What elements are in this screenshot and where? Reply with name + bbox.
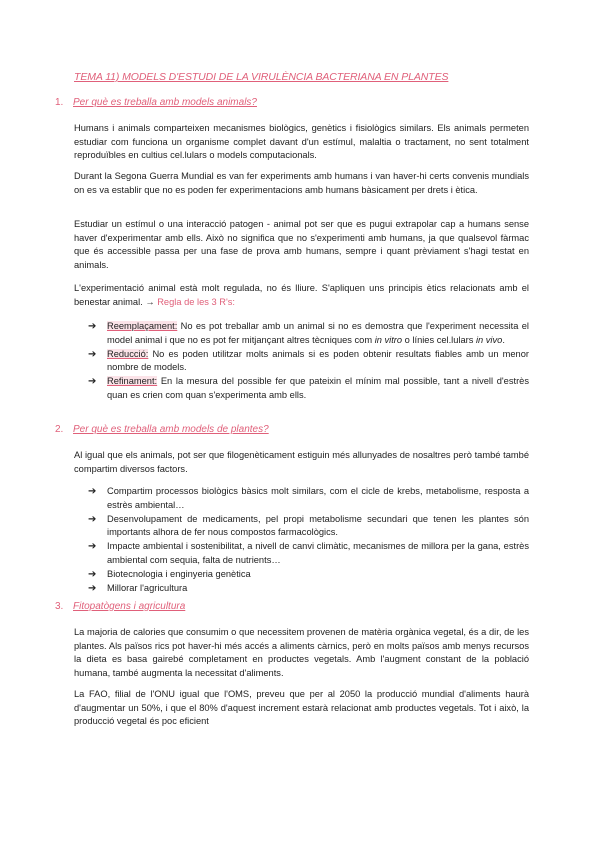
arrow-right-icon: ➔ bbox=[88, 348, 97, 360]
arrow-right-icon: ➔ bbox=[88, 321, 97, 332]
paragraph: Durant la Segona Guerra Mundial es van fer experiments amb humans i van haver-hi certs convenis mundials on es va establir que no es poden fer experimentacions amb humans bàsicament per drets i ètica. bbox=[74, 171, 529, 195]
arrow-right-icon: ➔ bbox=[88, 376, 97, 388]
rules-highlight: Regla de les 3 R's: bbox=[157, 296, 235, 307]
arrow-right-icon: ➔ bbox=[88, 513, 97, 525]
section-number: 1. bbox=[55, 97, 64, 108]
list-item bbox=[88, 582, 529, 596]
list-item bbox=[88, 320, 529, 347]
rule-italic: in vivo bbox=[475, 334, 503, 345]
list-item-text: Biotecnologia i enginyeria genètica bbox=[107, 569, 251, 580]
section-number: 3. bbox=[55, 601, 64, 612]
section-2-heading bbox=[55, 424, 269, 435]
list-item bbox=[88, 348, 529, 375]
list-item bbox=[88, 485, 529, 512]
rule-italic: in vitro bbox=[374, 334, 403, 345]
paragraph bbox=[74, 282, 529, 309]
arrow-right-icon: ➔ bbox=[88, 583, 97, 595]
arrow-right-icon: ➔ bbox=[88, 486, 97, 497]
section-title: Fitopatògens i agricultura bbox=[73, 601, 186, 612]
paragraph-text: L'experimentació animal està molt regulada, no és lliure. S'apliquen uns principis ètics relacionats amb el benestar animal. → bbox=[74, 283, 529, 307]
rule-term: Reemplaçament: bbox=[107, 321, 178, 331]
list-item-text: Impacte ambiental i sostenibilitat, a nivell de canvi climàtic, mecanismes de millora per la gana, estrès ambiental com sequia, falta de nutrients… bbox=[107, 541, 529, 565]
list-item bbox=[88, 540, 529, 567]
rule-term: Reducció: bbox=[107, 348, 149, 359]
list-item-text: Desenvolupament de medicaments, pel propi metabolisme secundari que tenen les plantes són importants alhora de fer nous compostos farmacològics. bbox=[107, 513, 529, 538]
list-item bbox=[88, 568, 529, 582]
rule-text: . bbox=[502, 334, 505, 345]
arrow-right-icon: ➔ bbox=[88, 569, 97, 581]
list-item-text: Millorar l'agricultura bbox=[107, 583, 188, 594]
rule-text: No es poden utilitzar molts animals si es poden obtenir resultats fiables amb un menor nombre de models. bbox=[107, 348, 529, 373]
document-title: TEMA 11) MODELS D'ESTUDI DE LA VIRULÈNCIA BACTERIANA EN PLANTES bbox=[74, 71, 449, 83]
section-title: Per què es treballa amb models de plantes? bbox=[73, 424, 269, 435]
list-item bbox=[88, 513, 529, 540]
paragraph: La majoria de calories que consumim o que necessitem provenen de matèria orgànica vegetal, és a dir, de les plantes. Als països rics pot haver-hi més accés a aliments càrnics, però en molts països amb menys recursos la dieta es basa gairebé completament en productes vegetals. Amb l'augment constant de la població humana, també augmenta la necessitat d'aliments. bbox=[74, 627, 529, 678]
rule-text: o línies cel.lulars bbox=[402, 334, 476, 345]
rule-text: No es pot treballar amb un animal si no es demostra que l'experiment necessita el model animal i que no es pot fer mitjançant altres tècniques com bbox=[107, 321, 529, 345]
paragraph: La FAO, filial de l'ONU igual que l'OMS, preveu que per al 2050 la producció mundial d'aliments haurà d'augmentar un 50%, i que el 80% d'aquest increment estarà relacionat amb productes vegetals. Tot i això, la producció vegetal és poc eficient bbox=[74, 689, 529, 727]
section-title: Per què es treballa amb models animals? bbox=[73, 97, 257, 108]
rules-list bbox=[88, 320, 529, 403]
rule-term: Refinament: bbox=[107, 376, 158, 387]
plant-reasons-list bbox=[88, 485, 529, 596]
section-number: 2. bbox=[55, 424, 64, 435]
arrow-right-icon: ➔ bbox=[88, 541, 97, 553]
section-3-heading bbox=[55, 601, 185, 612]
paragraph: Humans i animals comparteixen mecanismes biològics, genètics i fisiològics similars. Els animals permeten estudiar com funciona un organisme complet davant d'un estímul, malaltia o tractament, no sent totalment reproduïbles en cultius cel.lulars o models computacionals. bbox=[74, 123, 529, 161]
list-item bbox=[88, 375, 529, 402]
paragraph: Al igual que els animals, pot ser que filogenèticament estiguin més allunyades de nosaltres però també també compartim diversos factors. bbox=[74, 450, 529, 474]
paragraph: Estudiar un estímul o una interacció patogen - animal pot ser que es pugui extrapolar cap a humans sense haver d'experimentar amb ells. Això no significa que no s'experimenti amb humans, ja que qualsevol fàrmac que és accessible passa per una fase de prova amb humans, sempre i quant prèviament s'hagi testat en animals. bbox=[74, 219, 529, 270]
section-1-heading bbox=[55, 97, 257, 108]
rule-text: En la mesura del possible fer que pateixin el mínim mal possible, tant a nivell d'estrès quan es crien com quan s'experimenta amb ells. bbox=[107, 376, 529, 400]
list-item-text: Compartim processos biològics bàsics molt similars, com el cicle de krebs, metabolisme, resposta a estrès ambiental… bbox=[107, 486, 529, 510]
